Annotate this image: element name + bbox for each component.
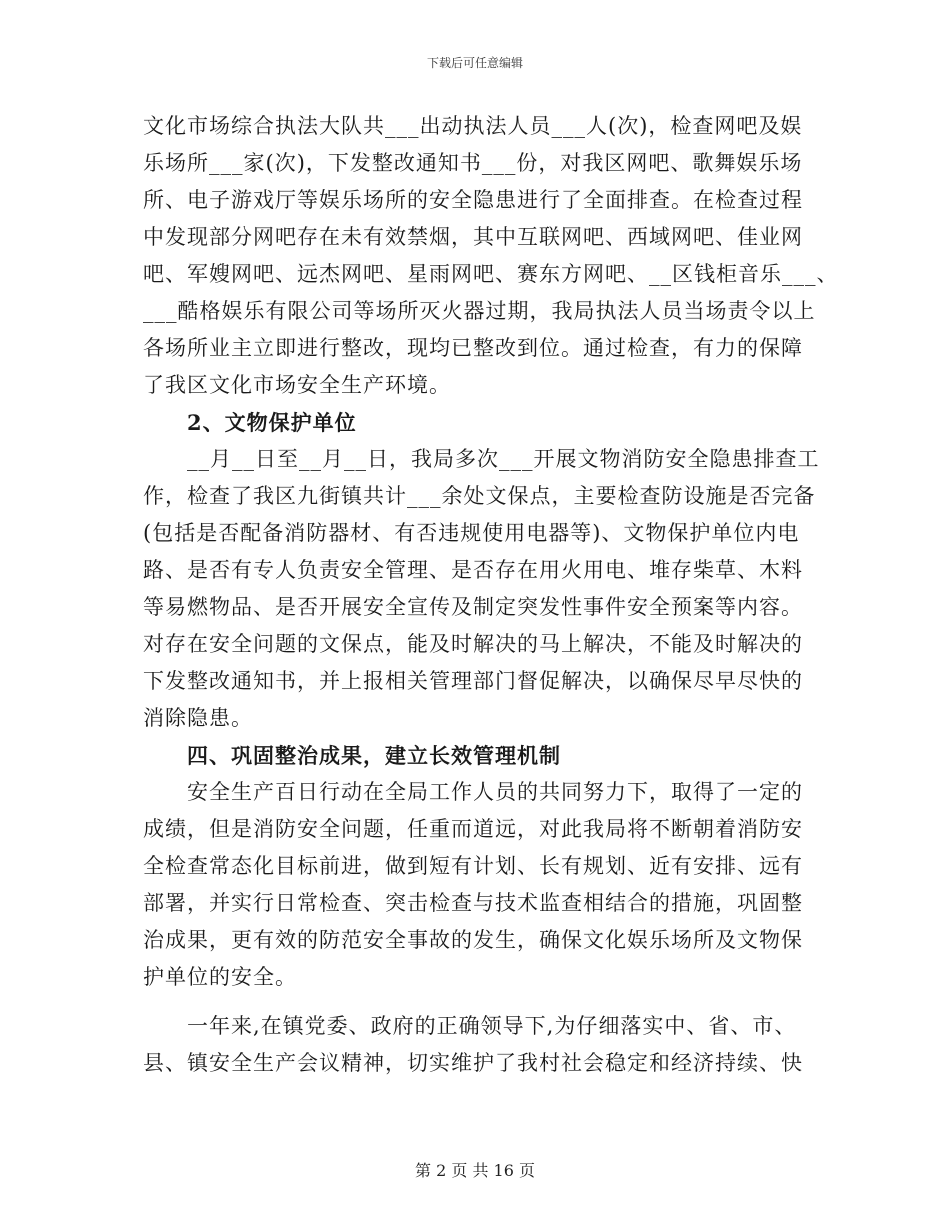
body-line: 治成果，更有效的防范安全事故的发生，确保文化娱乐场所及文物保: [143, 928, 803, 952]
body-line: (包括是否配备消防器材、有否违规使用电器等)、文物保护单位内电: [143, 521, 800, 545]
body-line: __月__日至__月__日，我局多次___开展文物消防安全隐患排查工: [187, 447, 820, 471]
body-line: 护单位的安全。: [143, 965, 297, 989]
page-header: 下载后可任意编辑: [426, 56, 523, 70]
body-line: 文化市场综合执法大队共___出动执法人员___人(次)，检查网吧及娱: [143, 114, 803, 138]
body-line: 吧、军嫂网吧、远杰网吧、星雨网吧、赛东方网吧、__区钱柜音乐___、: [143, 262, 839, 286]
body-line: 乐场所___家(次)，下发整改通知书___份，对我区网吧、歌舞娱乐场: [143, 151, 803, 175]
body-line: 作，检查了我区九街镇共计___余处文保点，主要检查防设施是否完备: [143, 484, 816, 508]
body-line: 各场所业主立即进行整改，现均已整改到位。通过检查，有力的保障: [143, 336, 803, 360]
body-line: 中发现部分网吧存在未有效禁烟，其中互联网吧、西域网吧、佳业网: [143, 225, 803, 249]
body-line: 全检查常态化目标前进，做到短有计划、长有规划、近有安排、远有: [143, 854, 803, 878]
body-line: ___酷格娱乐有限公司等场所灭火器过期，我局执法人员当场责令以上: [143, 299, 816, 323]
body-line: 一年来,在镇党委、政府的正确领导下,为仔细落实中、省、市、: [187, 1014, 797, 1038]
document-body: [143, 108, 839, 1082]
body-line: 部署，并实行日常检查、突击检查与技术监查相结合的措施，巩固整: [143, 891, 803, 915]
body-line: 下发整改通知书，并上报相关管理部门督促解决，以确保尽早尽快的: [143, 669, 803, 693]
body-line: 了我区文化市场安全生产环境。: [143, 373, 451, 397]
section-heading: 四、巩固整治成果，建立长效管理机制: [187, 743, 561, 768]
body-line: 等易燃物品、是否开展安全宣传及制定突发性事件安全预案等内容。: [143, 595, 803, 619]
body-line: 对存在安全问题的文保点，能及时解决的马上解决，不能及时解决的: [143, 632, 803, 656]
body-line: 消除隐患。: [143, 706, 253, 730]
body-line: 安全生产百日行动在全局工作人员的共同努力下，取得了一定的: [187, 780, 803, 804]
page-number: 第 2 页 共 16 页: [415, 1161, 535, 1180]
body-line: 县、镇安全生产会议精神，切实维护了我村社会稳定和经济持续、快: [143, 1051, 803, 1075]
body-line: 路、是否有专人负责安全管理、是否存在用火用电、堆存柴草、木料: [143, 558, 803, 582]
body-line: 所、电子游戏厅等娱乐场所的安全隐患进行了全面排查。在检查过程: [143, 188, 803, 212]
body-line: 成绩，但是消防安全问题，任重而道远，对此我局将不断朝着消防安: [143, 817, 803, 841]
section-heading: 2、文物保护单位: [187, 410, 357, 435]
